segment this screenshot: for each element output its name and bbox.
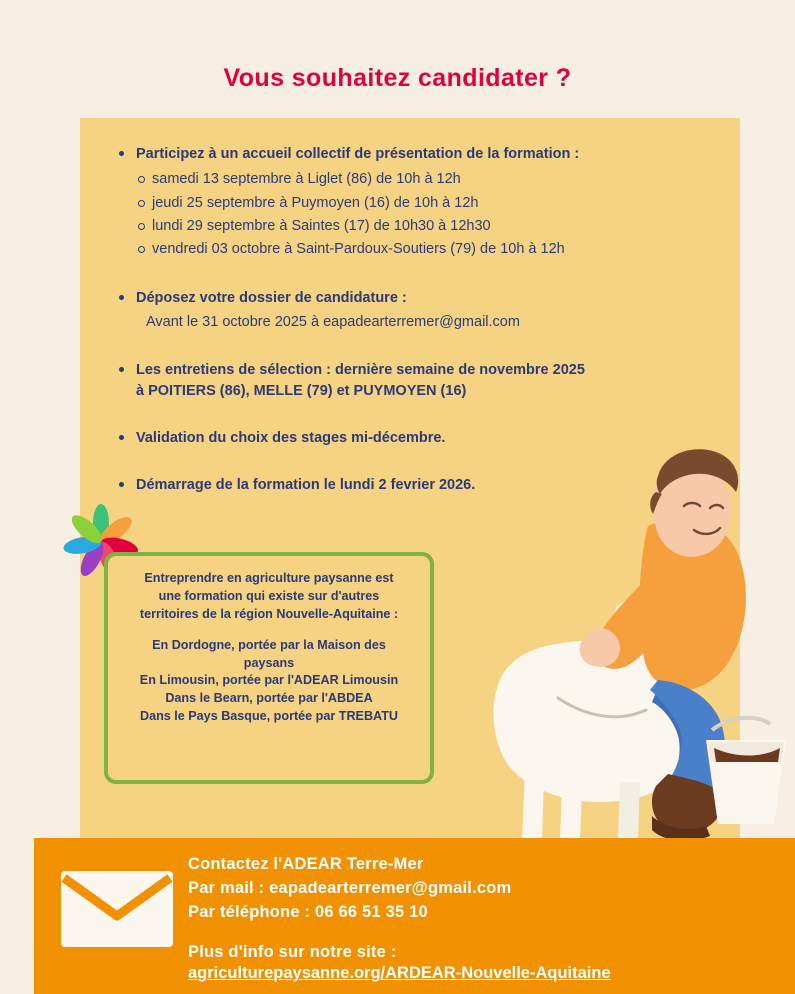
box-territory-line: Dans le Bearn, portée par l'ABDEA	[165, 691, 373, 706]
step-heading: Validation du choix des stages mi-décembre.	[118, 428, 718, 449]
session-list	[118, 168, 718, 262]
step-heading: Déposez votre dossier de candidature :	[118, 288, 718, 309]
box-territory-line: En Limousin, portée par l'ADEAR Limousin	[139, 673, 399, 688]
box-intro-line: Entreprendre en agriculture paysanne est	[144, 571, 394, 585]
step-block-demarrage	[118, 475, 718, 496]
step-detail: Avant le 31 octobre 2025 à eapadearterremer@gmail.com	[146, 313, 520, 330]
website-link[interactable]: agriculturepaysanne.org/ARDEAR-Nouvelle-Aquitaine	[188, 964, 611, 983]
box-territory-line: Dans le Pays Basque, portée par TREBATU	[139, 709, 398, 724]
step-block-dossier	[118, 288, 718, 334]
page-title: Vous souhaitez candidater ?	[223, 64, 572, 92]
step-heading: Les entretiens de sélection : dernière semaine de novembre 2025	[118, 360, 718, 381]
box-territory-line: paysans	[243, 655, 295, 670]
envelope-icon	[60, 870, 174, 948]
step-heading: Participez à un accueil collectif de présentation de la formation :	[118, 144, 718, 165]
box-territory-line: En Dordogne, portée par la Maison des	[152, 637, 386, 652]
step-heading: Démarrage de la formation le lundi 2 fevrier 2026.	[118, 475, 718, 496]
list-item: vendredi 03 octobre à Saint-Pardoux-Soutiers (79) de 10h à 12h	[152, 238, 718, 261]
box-intro-line: territoires de la région Nouvelle-Aquitaine :	[139, 606, 399, 621]
contact-mail: Par mail : eapadearterremer@gmail.com	[188, 879, 512, 898]
contact-phone: Par téléphone : 06 66 51 35 10	[188, 903, 428, 922]
site-label: Plus d'info sur notre site :	[188, 943, 397, 962]
list-item: jeudi 25 septembre à Puymoyen (16) de 10h à 12h	[152, 192, 718, 215]
other-territories-box	[104, 552, 434, 784]
list-item: samedi 13 septembre à Liglet (86) de 10h à 12h	[152, 168, 718, 191]
step-block-accueil	[118, 144, 718, 262]
step-continuation: à POITIERS (86), MELLE (79) et PUYMOYEN (16)	[136, 383, 467, 400]
steps-list	[118, 144, 718, 510]
step-block-validation	[118, 428, 718, 449]
step-block-entretiens	[118, 360, 718, 402]
footer-contact-text	[188, 852, 768, 983]
box-intro-line: une formation qui existe sur d'autres	[158, 588, 380, 603]
list-item: lundi 29 septembre à Saintes (17) de 10h30 à 12h30	[152, 215, 718, 238]
contact-title: Contactez l'ADEAR Terre-Mer	[188, 855, 424, 873]
